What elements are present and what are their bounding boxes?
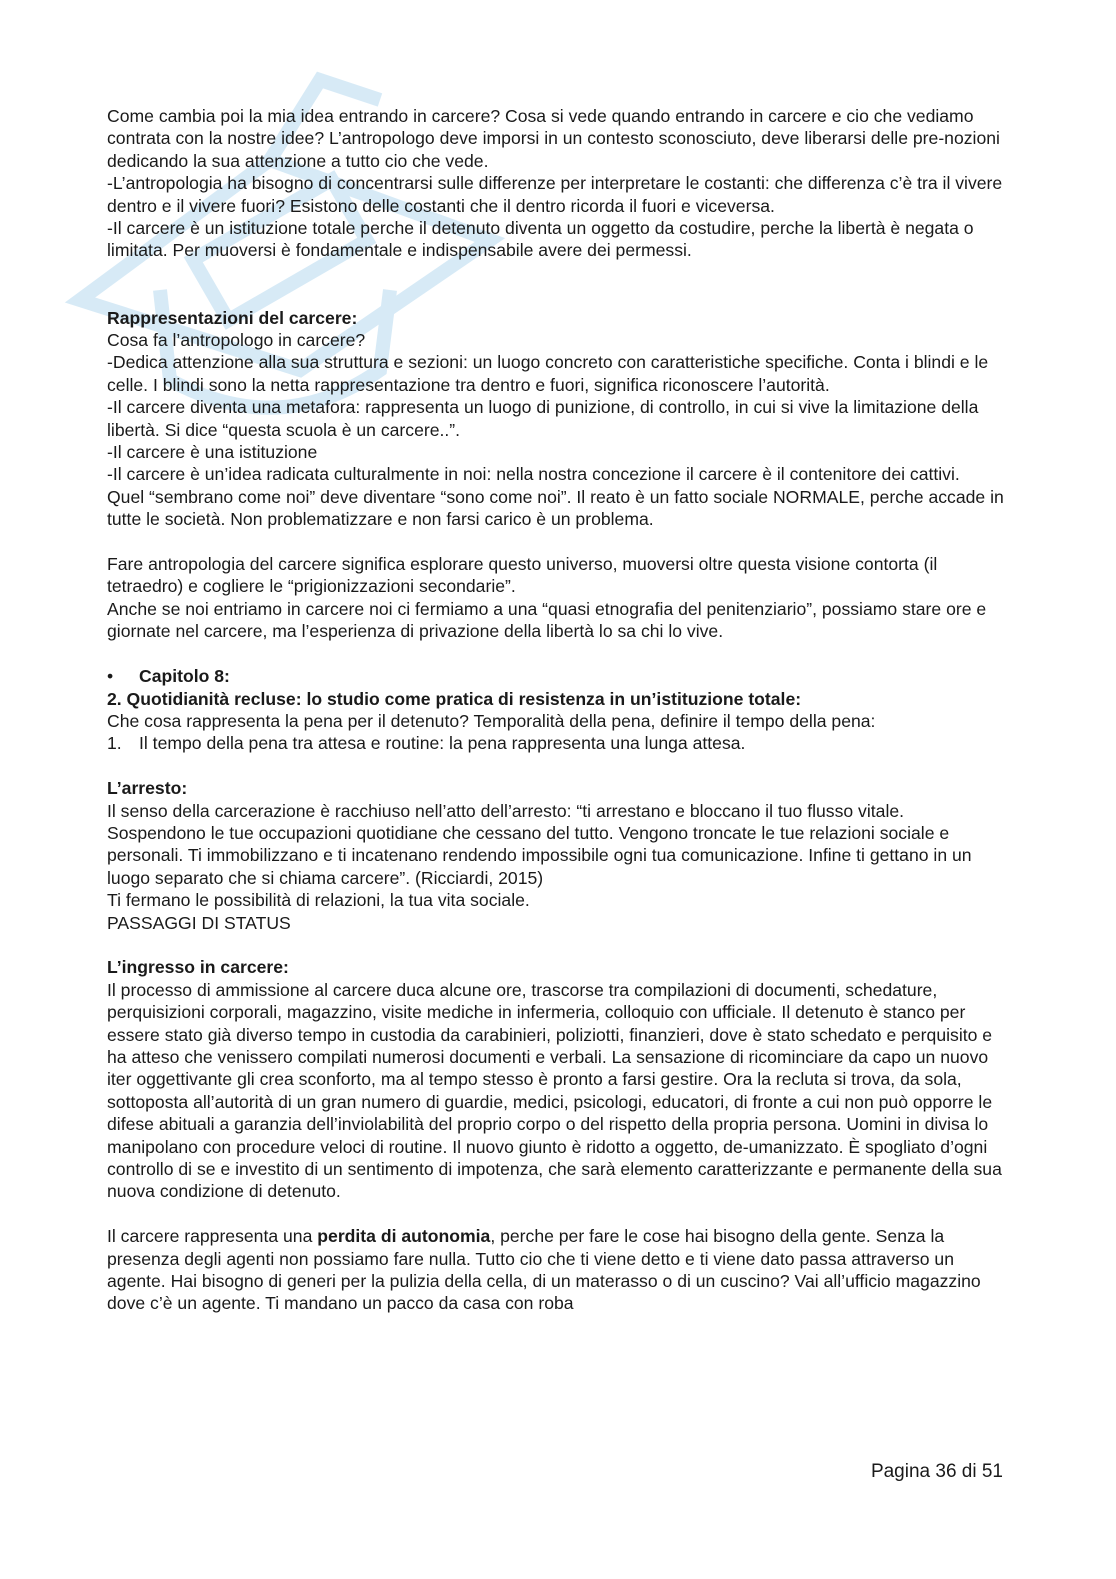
chapter-subtitle: 2. Quotidianità recluse: lo studio come pratica di resistenza in un’istituzione totale: [107, 688, 802, 709]
intro-paragraph-2: -L’antropologia ha bisogno di concentrarsi sulle differenze per interpretare le costanti: che differenza c’è tra il vivere dentro e il vivere fuori? Esistono delle costanti che il dentro ricorda il fuori e viceversa. [107, 173, 1003, 216]
page-number: Pagina 36 di 51 [870, 1461, 1003, 1482]
section-heading-rappresentazioni: Rappresentazioni del carcere: [107, 307, 358, 328]
rappresentazioni-line-1: Cosa fa l’antropologo in carcere? [107, 330, 366, 351]
chapter-title: Capitolo 8: [139, 666, 230, 687]
ingresso-paragraph-1: Il processo di ammissione al carcere duca alcune ore, trascorse tra compilazioni di documenti, schedature, perquisizioni corporali, magazzino, visite mediche in infermeria, colloquio con ufficiale. Il detenuto è stanco per essere stato già diverso tempo in custodia da carabinieri, poliziotti, finanzieri, dove è stato schedato e perquisito e ha atteso che venissero compilati numerosi documenti e verbali. La sensazione di ricominciare da capo un nuovo iter oggettivante gli crea sconforto, ma al tempo stesso è pronto a farsi gestire. Ora la recluta si trova, da sola, sottoposta all’autorità di un gran numero di guardie, medici, psicologi, educatori, di fronte a cui non può opporre le difese abituali a garanzia dell’inviolabilità del proprio corpo o del rispetto della propria persona. Uomini in divisa lo manipolano con procedure veloci di routine. Il nuovo giunto è ridotto a oggetto, de-umanizzato. È spogliato d’ogni controllo di se e investito di un sentimento di impotenza, che sarà elemento caratterizzante e permanente della sua nuova condizione di detenuto. [107, 979, 1002, 1202]
rappresentazioni-line-4: -Il carcere è una istituzione [107, 442, 318, 463]
antropologia-paragraph-1: Fare antropologia del carcere significa esplorare questo universo, muoversi oltre questa visione contorta (il tetraedro) e cogliere le “prigionizzazioni secondarie”. [107, 554, 938, 597]
arresto-paragraph-3: PASSAGGI DI STATUS [107, 912, 291, 933]
numbered-item [107, 732, 1007, 754]
rappresentazioni-line-2: -Dedica attenzione alla sua struttura e sezioni: un luogo concreto con caratteristiche specifiche. Conta i blindi e le celle. I blindi sono la netta rappresentazione tra dentro e fuori, significa riconoscere l’autorità. [107, 352, 989, 395]
intro-paragraph-3: -Il carcere è un istituzione totale perche il detenuto diventa un oggetto da costudire, perche la libertà è negata o limitata. Per muoversi è fondamentale e indispensabile avere dei permessi. [107, 218, 974, 261]
bullet-icon: • [107, 666, 114, 687]
ingresso-p2-post: , perche per fare le cose hai bisogno della gente. Senza la presenza degli agenti non possiamo fare nulla. Tutto cio che ti viene detto e ti viene dato passa attraverso un agente. Hai bisogno di generi per la pulizia della cella, di un materasso o di un cuscino? Vai all’ufficio magazzino dove c’è un agente. Ti mandano un pacco da casa con roba [107, 1226, 981, 1314]
ingresso-p2-pre: Il carcere rappresenta una [107, 1226, 318, 1247]
rappresentazioni-line-5: -Il carcere è un’idea radicata culturalmente in noi: nella nostra concezione il carcere è il contenitore dei cattivi. [107, 464, 960, 485]
chapter-question: Che cosa rappresenta la pena per il detenuto? Temporalità della pena, definire il tempo della pena: [107, 710, 876, 731]
chapter-bullet [107, 665, 1007, 687]
item-number: 1. [107, 733, 122, 754]
intro-paragraph-1: Come cambia poi la mia idea entrando in carcere? Cosa si vede quando entrando in carcere e cio che vediamo contrata con la nostre idee? L’antropologo deve imporsi in un contesto sconosciuto, deve liberarsi delle pre-nozioni dedicando la sua attenzione a tutto cio che vede. [107, 106, 1000, 171]
arresto-paragraph-2: Ti fermano le possibilità di relazioni, la tua vita sociale. [107, 890, 530, 911]
rappresentazioni-line-3: -Il carcere diventa una metafora: rappresenta un luogo di punizione, di controllo, in cui si vive la limitazione della libertà. Si dice “questa scuola è un carcere..”. [107, 397, 979, 440]
section-heading-arresto: L’arresto: [107, 778, 188, 799]
ingresso-paragraph-2 [107, 1225, 1007, 1315]
section-heading-ingresso: L’ingresso in carcere: [107, 957, 289, 978]
ingresso-p2-bold: perdita di autonomia [317, 1226, 491, 1247]
document-body [107, 105, 1007, 1315]
rappresentazioni-line-6: Quel “sembrano come noi” deve diventare “sono come noi”. Il reato è un fatto sociale NORMALE, perche accade in tutte le società. Non problematizzare e non farsi carico è un problema. [107, 486, 1004, 530]
arresto-paragraph-1: Il senso della carcerazione è racchiuso nell’atto dell’arresto: “ti arrestano e bloccano il tuo flusso vitale. Sospendono le tue occupazioni quotidiane che cessano del tutto. Vengono troncate le tue relazioni sociale e personali. Ti immobilizzano e ti incatenano rendendo impossibile ogni tua comunicazione. Infine ti gettano in un luogo separato che si chiama carcere”. (Ricciardi, 2015) [107, 800, 972, 888]
item-text: Il tempo della pena tra attesa e routine: la pena rappresenta una lunga attesa. [139, 733, 746, 754]
antropologia-paragraph-2: Anche se noi entriamo in carcere noi ci fermiamo a una “quasi etnografia del penitenziario”, possiamo stare ore e giornate nel carcere, ma l’esperienza di privazione della libertà lo sa chi lo vive. [107, 598, 987, 642]
